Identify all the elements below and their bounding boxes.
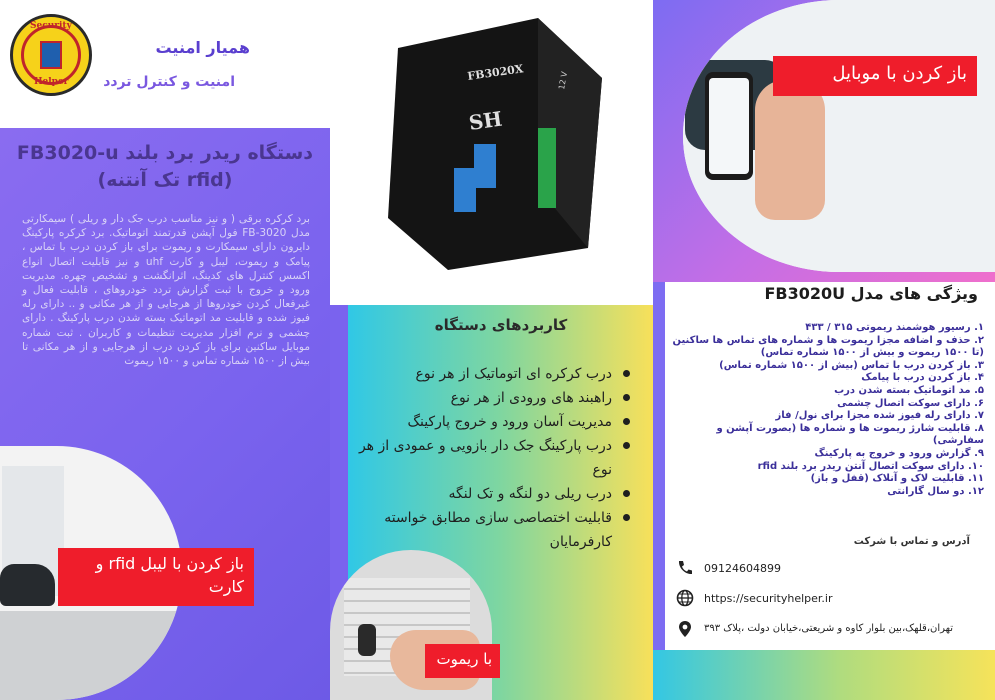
fb3020-device-image <box>388 18 606 270</box>
contact-title: آدرس و تماس با شرکت <box>853 536 970 547</box>
application-item: مدیریت آسان ورود و خروج پارکینگ <box>352 410 634 434</box>
feature-item: ۱. رسیور هوشمند ریموتی ۳۱۵ / ۴۳۳ <box>805 322 984 333</box>
relay-1 <box>474 144 496 188</box>
phone-icon <box>676 559 694 577</box>
website-link[interactable]: https://securityhelper.ir <box>704 592 833 605</box>
device-voltage-label: 12 V <box>557 70 570 91</box>
feature-item: ۸. قابلیت شارژ ریموت ها و شماره ها (بصورت آپشن و سفارشی) <box>716 422 984 447</box>
feature-item: ۶. دارای سوکت اتصال چشمی <box>837 397 984 409</box>
application-item: درب ریلی دو لنگه و تک لنگه <box>352 482 634 506</box>
car-shape <box>0 564 55 606</box>
applications-title: کاربردهای دستگاه <box>434 316 568 334</box>
rfid-open-banner: باز کردن با لیبل rfid و کارت <box>58 548 254 606</box>
feature-item: ۳. باز کردن درب با تماس (بیش از ۱۵۰۰ شماره تماس) <box>719 359 984 371</box>
product-title: دستگاه ریدر برد بلند FB3020-u (rfid تک آنتنه) <box>16 142 314 191</box>
phone-screen-shape <box>709 78 749 174</box>
logo-text-top: Security <box>30 21 72 31</box>
globe-icon <box>676 589 694 607</box>
applications-list <box>352 362 634 554</box>
ground-shape <box>0 611 182 700</box>
device-brand-mark: SH <box>467 106 504 135</box>
address-text: تهران،قلهک،بین بلوار کاوه و شریعتی،خیابان دولت ،پلاک ۳۹۳ <box>704 623 954 634</box>
feature-item: ۱۰. دارای سوکت اتصال آنتن ریدر برد بلند rfid <box>757 460 984 472</box>
feature-item: ۲. حذف و اضافه مجزا ریموت ها و شماره های تماس ها ساکنین (تا ۱۵۰۰ ریموت و بیش از ۱۵۰۰ شماره تماس) <box>672 334 984 359</box>
device-model-label: FB3020X <box>466 62 525 83</box>
location-pin-icon <box>676 620 694 638</box>
contact-phone-row <box>676 559 976 579</box>
application-item: درب کرکره ای اتوماتیک از هر نوع <box>352 362 634 386</box>
application-item: درب پارکینگ جک دار بازویی و عمودی از هر نوع <box>352 434 634 482</box>
bottom-gradient-strip <box>653 650 995 700</box>
features-list <box>662 322 984 498</box>
application-item: راهبند های ورودی از هر نوع <box>352 386 634 410</box>
mobile-app-photo <box>683 0 995 272</box>
hand-shape <box>755 80 825 220</box>
remote-open-banner: با ریموت <box>425 644 500 678</box>
feature-item: ۱۱. قابلیت لاک و آنلاک (قفل و باز) <box>810 473 984 485</box>
brand-subtitle: امنیت و کنترل تردد <box>103 74 235 90</box>
remote-fob-shape <box>358 624 376 656</box>
product-description: برد کرکره برقی ( و نیز مناسب درب جک دار و ریلی ) سیمکارتی مدل FB-3020 فول آپشن قدرتمند اتوماتیک. برد کرکره پارکینگ دایرون دارای سیمکارت و ریموت برای باز کردن درب با تماس ، پیامک و ریموت، لیبل و کارت uhf و نیز قابلیت اتصال انواع اکسس کنترل های کدینگ، اثرانگشت و تشخیص چهره. مدیریت ورود و خروج با ثبت گزارش تردد خودروهای ، قابلیت فعال و غیرفعال کردن خودروها از هرجایی و از هر مکانی و .. دارای رله فیوز شده و قابلیت مد اتوماتیک بسته شدن درب پارکینگ . دارای چشمی و نرم افزار مدیریت تنظیمات و کاربران . ثبت شماره موبایل ساکنین برای باز کردن درب از هرجایی و از هر مکانی تا بیش از ۱۵۰۰ شماره تماس و ۱۵۰۰ ریموت <box>22 213 310 368</box>
terminal-block <box>538 128 556 208</box>
application-item: قابلیت اختصاصی سازی مطابق خواسته کارفرمایان <box>352 506 634 554</box>
feature-item: ۷. دارای رله فیوز شده مجزا برای نول/ فاز <box>775 410 984 422</box>
features-title: ویژگی های مدل FB3020U <box>764 284 978 303</box>
logo-text-bottom: Helper <box>34 77 69 87</box>
contact-address-row <box>676 620 976 640</box>
feature-item: ۴. باز کردن درب با پیامک <box>861 372 984 384</box>
feature-item: ۹. گزارش ورود و خروج به پارکینگ <box>814 447 984 459</box>
feature-item: ۵. مد اتوماتیک بسته شدن درب <box>834 384 984 396</box>
phone-number-link[interactable]: 09124604899 <box>704 562 781 575</box>
mobile-open-banner: باز کردن با موبایل <box>773 56 977 96</box>
relay-2 <box>454 168 476 212</box>
brand-title: همیار امنیت <box>155 38 250 57</box>
feature-item: ۱۲. دو سال گارانتی <box>887 485 984 497</box>
contact-website-row <box>676 589 976 609</box>
